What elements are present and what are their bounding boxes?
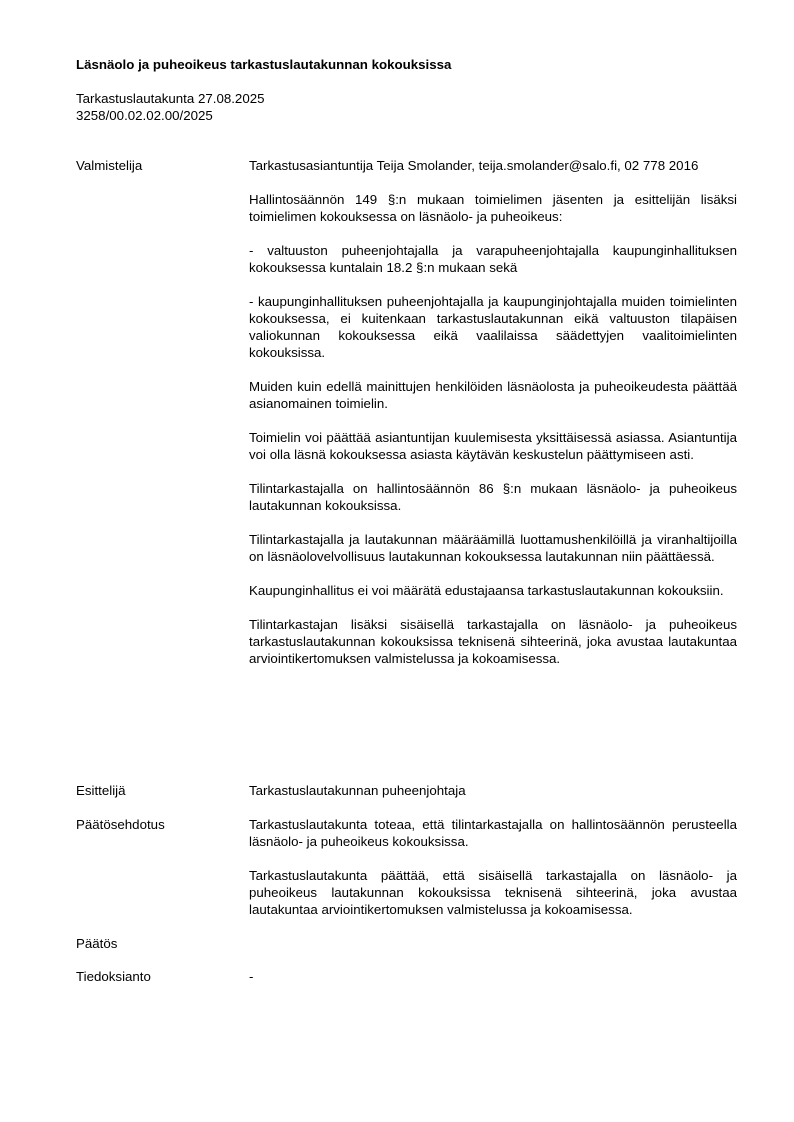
paragraph: Tarkastuslautakunta päättää, että sisäisellä tarkastajalla on läsnäolo- ja puheoikeus lautakunnan kokouksissa teknisenä sihteerinä, joka avustaa lautakuntaa arviointikertomuksen valmistelussa ja kokoamisessa. xyxy=(249,868,737,917)
paragraph: Toimielin voi päättää asiantuntijan kuulemisesta yksittäisessä asiassa. Asiantuntija voi olla läsnä kokouksessa asiasta käytävän keskustelun päättymiseen asti. xyxy=(249,430,737,462)
paragraph: Tarkastuslautakunta toteaa, että tilintarkastajalla on hallintosäännön perusteella läsnäolo- ja puheoikeus kokouksissa. xyxy=(249,817,737,849)
paragraph: Hallintosäännön 149 §:n mukaan toimielimen jäsenten ja esittelijän lisäksi toimielimen kokouksessa on läsnäolo- ja puheoikeus: xyxy=(249,192,737,224)
section-label: Valmistelija xyxy=(76,158,143,173)
section-label: Päätös xyxy=(76,936,118,951)
paragraph: Tilintarkastajalla on hallintosäännön 86 §:n mukaan läsnäolo- ja puheoikeus lautakunnan kokouksissa. xyxy=(249,481,737,513)
paragraph: Tilintarkastajalla ja lautakunnan määräämillä luottamushenkilöillä ja viranhaltijoilla on läsnäolovelvollisuus lautakunnan kokouksessa lautakunnan niin päättäessä. xyxy=(249,532,737,564)
section-label: Päätösehdotus xyxy=(76,817,165,832)
paragraph: - kaupunginhallituksen puheenjohtajalla ja kaupunginjohtajalla muiden toimielinten kokouksessa, ei kuitenkaan tarkastuslautakunnan eikä valtuuston tilapäisen valiokunnan kokouksessa eikä vaalilaissa säädettyjen vaalitoimielinten kokouksissa. xyxy=(249,294,737,360)
paragraph: - valtuuston puheenjohtajalla ja varapuheenjohtajalla kaupunginhallituksen kokouksessa kuntalain 18.2 §:n mukaan sekä xyxy=(249,243,737,275)
document-meta xyxy=(76,90,265,124)
paragraph: Tarkastuslautakunnan puheenjohtaja xyxy=(249,783,466,798)
case-number: 3258/00.02.02.00/2025 xyxy=(76,108,213,123)
section-content xyxy=(249,782,737,799)
meeting-info: Tarkastuslautakunta 27.08.2025 xyxy=(76,91,265,106)
section-content xyxy=(249,968,737,985)
section-label: Esittelijä xyxy=(76,783,126,798)
document-title: Läsnäolo ja puheoikeus tarkastuslautakunnan kokouksissa xyxy=(76,57,452,72)
section-content xyxy=(249,816,737,918)
paragraph: - xyxy=(249,969,254,984)
paragraph: Muiden kuin edellä mainittujen henkilöiden läsnäolosta ja puheoikeudesta päättää asianomainen toimielin. xyxy=(249,379,737,411)
paragraph: Tarkastusasiantuntija Teija Smolander, teija.smolander@salo.fi, 02 778 2016 xyxy=(249,158,699,173)
paragraph: Kaupunginhallitus ei voi määrätä edustajaansa tarkastuslautakunnan kokouksiin. xyxy=(249,583,724,598)
paragraph: Tilintarkastajan lisäksi sisäisellä tarkastajalla on läsnäolo- ja puheoikeus tarkastuslautakunnan kokouksissa teknisenä sihteerinä, joka avustaa lautakuntaa arviointikertomuksen valmistelussa ja kokoamisessa. xyxy=(249,617,737,666)
section-content xyxy=(249,157,737,667)
section-label: Tiedoksianto xyxy=(76,969,151,984)
